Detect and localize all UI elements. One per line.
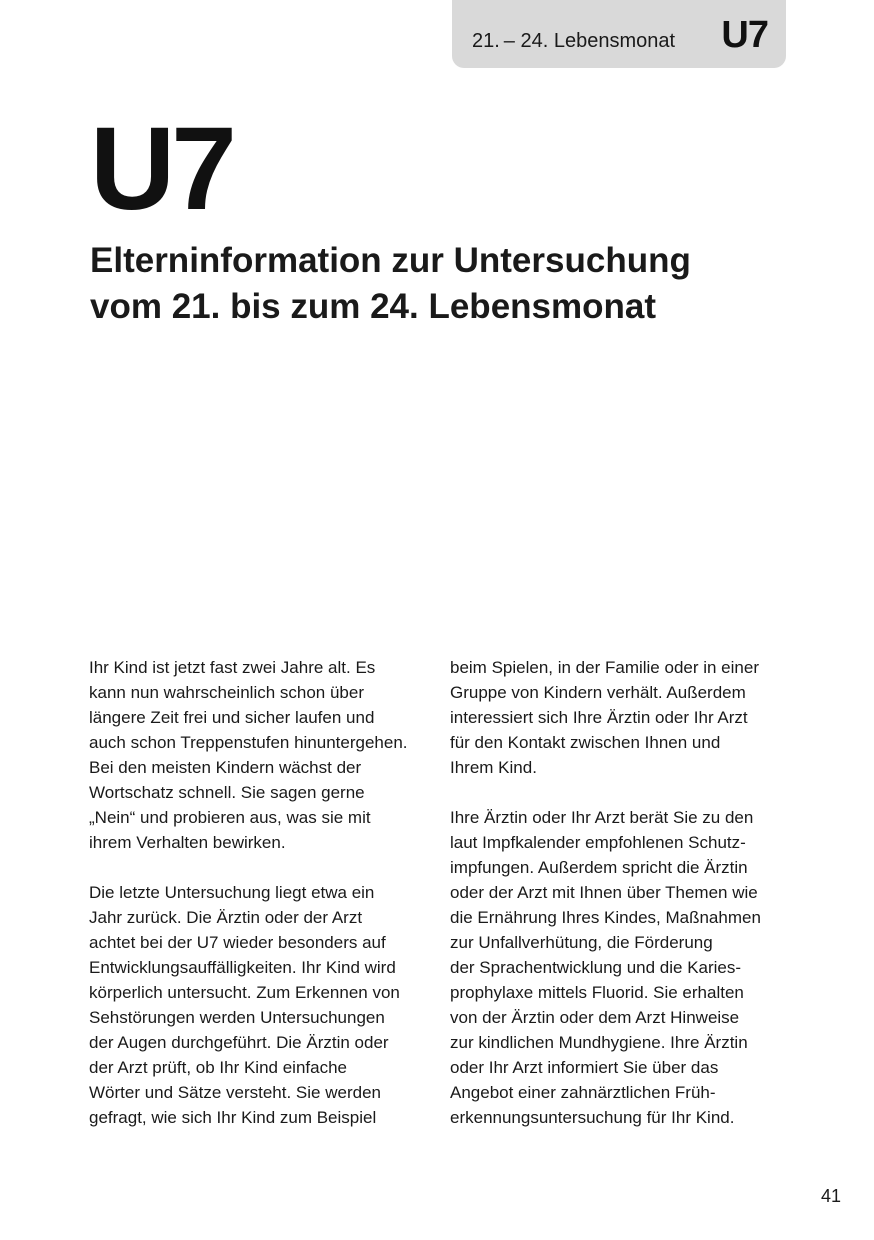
body-text-line: Bei den meisten Kindern wächst der (89, 758, 362, 777)
page-title: U7 (90, 103, 233, 235)
body-text-line: zur Unfallverhütung, die Förderung (450, 933, 713, 952)
body-text-line: zur kindlichen Mundhygiene. Ihre Ärztin (450, 1033, 748, 1052)
body-text-line: Entwicklungsauffälligkeiten. Ihr Kind wird (89, 958, 396, 977)
body-text-line: oder Ihr Arzt informiert Sie über das (450, 1058, 719, 1077)
body-text-line: der Sprachentwicklung und die Karies- (450, 958, 742, 977)
body-text-line: interessiert sich Ihre Ärztin oder Ihr Arzt (450, 708, 748, 727)
body-text-line: auch schon Treppenstufen hinuntergehen. (89, 733, 408, 752)
body-text-line: Angebot einer zahnärztlichen Früh- (450, 1083, 716, 1102)
body-text-line: ihrem Verhalten bewirken. (89, 833, 286, 852)
body-paragraph (89, 880, 434, 1130)
body-text-line: beim Spielen, in der Familie oder in einer (450, 658, 759, 677)
left-column (89, 655, 434, 1155)
body-text-line: die Ernährung Ihres Kindes, Maßnahmen (450, 908, 761, 927)
page-number: 41 (820, 1186, 841, 1206)
subtitle-line: vom 21. bis zum 24. Lebensmonat (90, 287, 656, 326)
body-text-line: Sehstörungen werden Untersuchungen (89, 1008, 385, 1027)
header-tab-code: U7 (721, 14, 768, 56)
body-text-line: der Arzt prüft, ob Ihr Kind einfache (89, 1058, 347, 1077)
body-text-line: kann nun wahrscheinlich schon über (89, 683, 365, 702)
header-tab-label: 21. – 24. Lebensmonat (472, 30, 676, 52)
body-text-line: Jahr zurück. Die Ärztin oder der Arzt (89, 908, 363, 927)
body-paragraph (450, 805, 795, 1130)
body-text-line: längere Zeit frei und sicher laufen und (89, 708, 375, 727)
body-text-line: impfungen. Außerdem spricht die Ärztin (450, 858, 748, 877)
right-column (450, 655, 795, 1155)
body-text-line: „Nein“ und probieren aus, was sie mit (89, 808, 371, 827)
body-text-line: für den Kontakt zwischen Ihnen und (450, 733, 721, 752)
body-text-line: der Augen durchgeführt. Die Ärztin oder (89, 1033, 389, 1052)
body-text-line: von der Ärztin oder dem Arzt Hinweise (450, 1008, 740, 1027)
body-text-line: Gruppe von Kindern verhält. Außerdem (450, 683, 746, 702)
header-tab (452, 0, 786, 68)
body-paragraph (89, 655, 434, 855)
body-text-line: Die letzte Untersuchung liegt etwa ein (89, 883, 375, 902)
body-text-line: Wörter und Sätze versteht. Sie werden (89, 1083, 381, 1102)
body-text-line: laut Impfkalender empfohlenen Schutz- (450, 833, 746, 852)
body-text-line: Ihr Kind ist jetzt fast zwei Jahre alt. Es (89, 658, 376, 677)
body-text-line: achtet bei der U7 wieder besonders auf (89, 933, 386, 952)
body-paragraph (450, 655, 795, 780)
body-text-line: erkennungsuntersuchung für Ihr Kind. (450, 1108, 735, 1127)
body-text-line: gefragt, wie sich Ihr Kind zum Beispiel (89, 1108, 377, 1127)
body-text-line: körperlich untersucht. Zum Erkennen von (89, 983, 400, 1002)
page-subtitle (90, 238, 790, 330)
subtitle-line: Elterninformation zur Untersuchung (90, 241, 691, 280)
body-text-line: Wortschatz schnell. Sie sagen gerne (89, 783, 365, 802)
body-text-line: Ihrem Kind. (450, 758, 537, 777)
body-text-line: Ihre Ärztin oder Ihr Arzt berät Sie zu den (450, 808, 754, 827)
body-text-line: oder der Arzt mit Ihnen über Themen wie (450, 883, 758, 902)
body-text-line: prophylaxe mittels Fluorid. Sie erhalten (450, 983, 744, 1002)
